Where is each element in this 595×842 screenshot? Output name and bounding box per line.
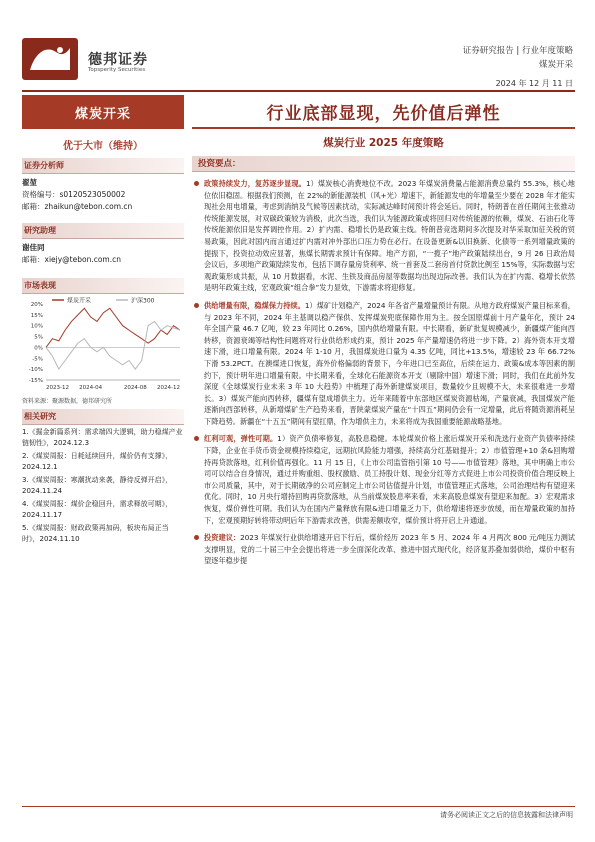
sidebar-sector: 煤炭开采 xyxy=(22,95,184,129)
bullet-icon xyxy=(194,181,199,186)
paragraph-lead: 供给增量有限，稳煤保力持续。 xyxy=(204,300,305,310)
report-title: 行业底部显现，先价值后弹性 xyxy=(192,95,575,129)
paragraph-body: 1）资产负债率修复，高股息稳健。本轮煤炭价格上涨后煤炭开采和洗选行业资产负债率持续下降，企业在手货币资金规模持续稳定，远期抗风险能力增强，持续高分红基础提升；2）市值管理+10 条&回购增持再贷款落地，红利价值再强化。11 月 15 日，《上市公司监管指引第 10 号——市值管理》落地，其中明确上市公司可以结合自身情况，通过并购重组、股权激励、员工持股计划、现金分红等方式促进上市公司投资价值合理反映上市公司质量，其中，对于长期破净的公司应制定上市公司估值提升计划，市值管理正式落地，公司治理结构有望迎来优化。同时，10 月央行增持回购再贷款落地，从当前煤炭股息率来看，未来高股息煤炭有望迎来加配。3）宏观需求恢复，煤价弹性可期。我们认为在国内产量释放有限&进口增量乏力下，供给增速将逐步放缓，而在增量政策的加持下，宏观预期好转将带动明后年下游需求改善，供需差额收窄，煤价预计将开启上升通道。 xyxy=(204,434,575,525)
footer-disclaimer: 请务必阅读正文之后的信息披露和法律声明 xyxy=(440,811,573,819)
legend-label: 沪深300 xyxy=(131,297,155,305)
legend-label: 煤炭开采 xyxy=(67,297,92,305)
x-tick-label: 2024-12 xyxy=(157,385,180,391)
y-tick-label: -5% xyxy=(32,356,43,363)
footer-divider xyxy=(22,806,575,807)
market-performance-chart xyxy=(22,296,184,396)
related-item[interactable]: 3.《煤炭周报：寒潮扰动来袭，静待反弹开启》，2024.11.24 xyxy=(22,476,173,495)
highlight-paragraph xyxy=(192,532,575,567)
page-header xyxy=(0,0,595,96)
related-item[interactable]: 2.《煤炭周报：日耗延续回升，煤价仍有支撑》，2024.12.1 xyxy=(22,452,173,471)
company-name: 德邦证券 xyxy=(88,52,148,68)
report-date: 2024 年 12 月 11 日 xyxy=(495,79,573,88)
related-item[interactable]: 5.《煤炭周报：财政政策再加码，板块布局正当时》，2024.11.10 xyxy=(22,524,169,543)
y-tick-label: -10% xyxy=(28,367,43,374)
chart-source: 资料来源：聚源数据，德邦研究所 xyxy=(22,398,113,405)
header-divider xyxy=(22,90,575,92)
analyst-info xyxy=(22,177,184,213)
paragraph-lead: 投资建议： xyxy=(204,533,241,543)
related-item[interactable]: 1.《掘金新篇系列：需求端四大逻辑，助力稳煤产业链韧性》，2024.12.3 xyxy=(22,428,183,447)
series-line xyxy=(46,308,180,347)
highlight-paragraph xyxy=(192,178,575,294)
analyst-section-title: 证券分析师 xyxy=(22,158,184,174)
sidebar xyxy=(22,95,184,800)
market-chart-svg xyxy=(22,296,184,396)
report-subtitle: 煤炭行业 2025 年度策略 xyxy=(323,137,444,149)
main-content xyxy=(192,95,575,567)
paragraph-body: 1）煤矿计划稳产，2024 年各省产量增量预计有限。从地方政府煤炭产量目标来看，与 2023 年不同，2024 年主基调以稳产保供、发挥煤炭兜底保障作用为主。按全国原煤前十月产量年化，预计 24 年全国产量 46.7 亿吨，较 23 年同比 0.26%，国内供给增量有限。中长期看，新矿批复规模减少，新疆煤产能向西转移，资源衰竭等结构性问题将对行业供给形成约束，预计 2025 年产量增速仍将进一步下降。2）海外资本开支增速下滑，进口增量有限。2024 年 1-10 月，我国煤炭进口量为 4.35 亿吨，同比+13.5%，增速较 23 年 66.72%下滑 53.2PCT。在澳煤进口恢复，海外价格偏弱的背景下，今年进口已至高位，后续在运力、政策&成本等因素的制约下，预计明年进口增量有限。中长期来看，全球化石能源资本开支（剔除中国）增速下滑；同时，我们在此前外发深度《全球煤炭行业未来 3 年 10 大趋势》中梳理了海外新建煤炭项目，数量较少且规模不大，未来很难进一步增长。3）煤炭产能向西转移，疆煤有望成增供主力。近年来随着中东部地区煤炭资源枯竭，产量衰减，我国煤炭产能逐渐向西部转移，从新增煤矿生产趋势来看，晋陕蒙煤炭产量在“十四五”期间仍会有一定增量，此后将随资源消耗呈下降趋势。新疆在“十五五”期间有望扛鼎，作为增供主力，未来将成为我国重要能源战略基地。 xyxy=(204,300,575,426)
y-tick-label: 10% xyxy=(30,323,43,330)
bullet-icon xyxy=(194,303,199,308)
related-section-title: 相关研究 xyxy=(22,409,184,425)
y-tick-label: 0% xyxy=(34,345,43,352)
paragraph-body: 2023 年煤炭行业供给增速开启下行后，煤价经历 2023 年 5 月、2024 年 4 月两次 800 元/吨压力测试支撑明显，党的二十届三中全会提出将进一步全面深化改革、推进中国式现代化，经济复苏叠加弱供给，煤价中枢有望逐年稳步提 xyxy=(204,533,575,566)
company-logo-icon xyxy=(22,38,62,78)
sector-tag: 煤炭开采 xyxy=(538,60,573,70)
x-tick-label: 2023-12 xyxy=(46,385,69,391)
company-name-en: Topsperity Securities xyxy=(88,67,146,73)
paragraph-lead: 红利可观，弹性可期。 xyxy=(204,434,278,444)
highlight-paragraph xyxy=(192,433,575,526)
market-section-title: 市场表现 xyxy=(22,278,184,294)
analyst-cert: 资格编号：s0120523050002 xyxy=(22,190,126,199)
y-tick-label: -15% xyxy=(28,378,43,384)
assistant-info xyxy=(22,242,184,266)
bullet-icon xyxy=(194,436,199,441)
y-tick-label: 20% xyxy=(30,302,43,308)
bullet-icon xyxy=(194,535,199,540)
highlight-paragraph xyxy=(192,300,575,428)
report-type: 证券研究报告 | 行业年度策略 xyxy=(462,46,573,56)
paragraph-body: 1）煤炭核心消费地位不改。2023 年煤炭消费量占能源消费总量约 55.3%，核心地位依旧稳固。根据我们预测，在 22%的新能源装机（风+光）增速下，新能源发电的年增量至少要在 2028 年才能实现社会用电增量，考虑到消纳及气候等因素扰动，实际减达峰时间预计将会延后。同时，特朗普在首任期间主张推动传统能源发展，对双碳政策较为消极，此次当选，我们认为能源政策或将回归对传统能源的依赖，煤炭、石油石化等传统能源依旧是发挥调控作用。2）扩内需、稳增长仍是政策主线。特朗普竞选期间多次提及对华采取加征关税的贸易政策，因此对国内而言通过扩内需对冲外部出口压力势在必行。在设备更新&以旧换新、化债等一系列增量政策的提振下，投资拉动效应显著，焦煤长期需求预计有保障。地产方面，“一揽子”地产政策陆续出台，9 月 26 日政治局会议后，多项地产政策陆续发布，包括下调存量房贷利率、统一首套及二套房首付贷款比例至 15%等，实际数据与宏观政策形成共振，从 10 月数据看，水泥、生铁及商品房屋等数据均出现边际改善。我们认为在扩内需、稳增长依然是明年政策主线，宏观政策“组合拳”发力显效，下游需求将迎修复。 xyxy=(204,179,575,293)
related-item[interactable]: 4.《煤炭周报：煤价企稳回升，需求释放可期》，2024.11.17 xyxy=(22,500,173,519)
assistant-section-title: 研究助理 xyxy=(22,223,184,239)
sidebar-rating: 优于大市（维持） xyxy=(63,141,143,152)
x-tick-label: 2024-04 xyxy=(79,385,103,391)
investment-highlights-title: 投资要点： xyxy=(192,156,575,172)
analyst-name: 翟堃 xyxy=(22,178,37,187)
y-tick-label: 15% xyxy=(30,312,43,319)
y-tick-label: 5% xyxy=(34,334,43,341)
related-list xyxy=(22,427,184,545)
assistant-email[interactable]: 邮箱：xiejy@tebon.com.cn xyxy=(22,255,121,264)
assistant-name: 谢佳同 xyxy=(22,243,45,252)
paragraph-lead: 政策持续发力，复苏逐步显现。 xyxy=(204,179,306,188)
analyst-email[interactable]: 邮箱：zhaikun@tebon.com.cn xyxy=(22,202,133,211)
x-tick-label: 2024-08 xyxy=(123,385,147,391)
